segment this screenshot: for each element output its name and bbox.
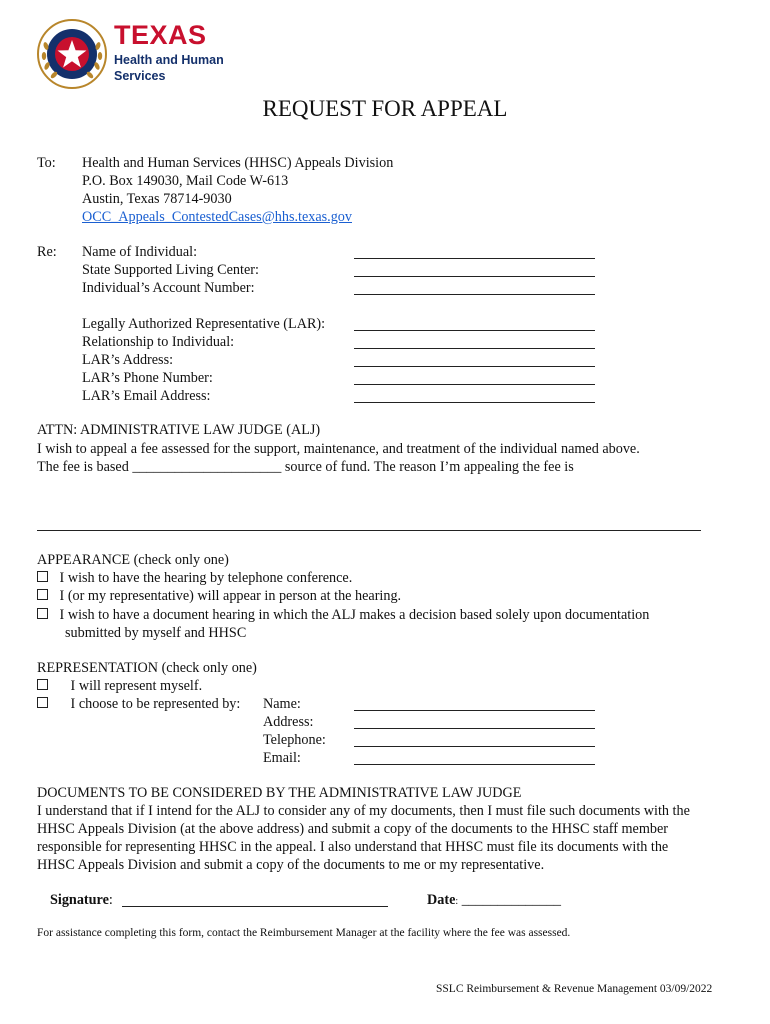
texas-seal-icon xyxy=(36,18,108,90)
signature-row xyxy=(50,892,113,909)
rep-name-field[interactable] xyxy=(354,710,595,711)
appearance-checkbox[interactable] xyxy=(37,608,48,619)
date-label: Date xyxy=(427,892,456,908)
option-label: I wish to have the hearing by telephone conference. xyxy=(59,570,353,586)
field-label: State Supported Living Center: xyxy=(82,262,259,278)
representation-heading: REPRESENTATION (check only one) xyxy=(37,660,257,676)
field-label: LAR’s Address: xyxy=(82,352,174,368)
logo-line2: Services xyxy=(114,69,166,83)
to-label: To: xyxy=(37,155,56,171)
option-label: I choose to be represented by: xyxy=(70,696,241,712)
field-label: LAR’s Email Address: xyxy=(82,388,211,404)
attn-text: source of fund. The reason I’m appealing the fee is xyxy=(284,459,574,475)
documents-text: responsible for representing HHSC in the appeal. I also understand that HHSC must file its documents with the xyxy=(37,839,669,855)
option-label-continued: submitted by myself and HHSC xyxy=(65,625,247,641)
lar-field[interactable] xyxy=(354,330,595,331)
lar-phone-field[interactable] xyxy=(354,384,595,385)
appearance-heading: APPEARANCE (check only one) xyxy=(37,552,229,568)
documents-text: HHSC Appeals Division (at the above address) and submit a copy of the documents to the HHSC staff member xyxy=(37,821,668,837)
representation-checkbox[interactable] xyxy=(37,697,48,708)
attn-text: I wish to appeal a fee assessed for the support, maintenance, and treatment of the individual named above. xyxy=(37,441,640,457)
appearance-checkbox[interactable] xyxy=(37,571,48,582)
logo-line1: Health and Human xyxy=(114,53,224,67)
rep-field-label: Name: xyxy=(263,696,301,712)
page-title: REQUEST FOR APPEAL xyxy=(262,96,508,121)
documents-heading: DOCUMENTS TO BE CONSIDERED BY THE ADMINISTRATIVE LAW JUDGE xyxy=(37,785,522,801)
signature-label: Signature xyxy=(50,892,109,908)
living-center-field[interactable] xyxy=(354,276,595,277)
date-row xyxy=(427,892,561,909)
date-field[interactable]: ______________ xyxy=(461,892,562,908)
representation-option xyxy=(37,696,240,713)
option-label: I (or my representative) will appear in person at the hearing. xyxy=(59,588,402,604)
to-address-line: Austin, Texas 78714-9030 xyxy=(82,191,232,207)
appearance-option xyxy=(37,588,401,605)
lar-address-field[interactable] xyxy=(354,366,595,367)
fund-source-field[interactable]: _____________________ xyxy=(132,459,282,475)
appearance-option xyxy=(37,607,649,624)
to-address-line: Health and Human Services (HHSC) Appeals Division xyxy=(82,155,394,171)
rep-email-field[interactable] xyxy=(354,764,595,765)
attn-heading: ATTN: ADMINISTRATIVE LAW JUDGE (ALJ) xyxy=(37,422,321,438)
re-label: Re: xyxy=(37,244,57,260)
signature-field[interactable] xyxy=(122,906,388,907)
field-label: Name of Individual: xyxy=(82,244,198,260)
appearance-option xyxy=(37,570,352,587)
assistance-note: For assistance completing this form, contact the Reimbursement Manager at the facility where the fee was assessed. xyxy=(37,927,571,939)
option-label: I will represent myself. xyxy=(70,678,203,694)
option-label: I wish to have a document hearing in which the ALJ makes a decision based solely upon documentation xyxy=(59,607,650,623)
documents-text: HHSC Appeals Division and submit a copy of the documents to me or my representative. xyxy=(37,857,545,873)
field-label: Legally Authorized Representative (LAR): xyxy=(82,316,326,332)
rep-telephone-field[interactable] xyxy=(354,746,595,747)
rep-field-label: Address: xyxy=(263,714,314,730)
rep-address-field[interactable] xyxy=(354,728,595,729)
field-label: Relationship to Individual: xyxy=(82,334,235,350)
account-number-field[interactable] xyxy=(354,294,595,295)
representation-checkbox[interactable] xyxy=(37,679,48,690)
appeals-email-link[interactable]: OCC_Appeals_ContestedCases@hhs.texas.gov xyxy=(82,209,352,225)
attn-text: The fee is based xyxy=(37,459,129,475)
attn-text-line2 xyxy=(37,459,574,476)
logo-word: TEXAS xyxy=(114,20,207,50)
appeal-reason-field[interactable] xyxy=(37,530,701,531)
footer-text: SSLC Reimbursement & Revenue Management 03/09/2022 xyxy=(436,983,713,995)
rep-field-label: Telephone: xyxy=(263,732,326,748)
representation-option xyxy=(37,678,202,695)
to-address-line: P.O. Box 149030, Mail Code W-613 xyxy=(82,173,289,189)
field-label: LAR’s Phone Number: xyxy=(82,370,213,386)
individual-name-field[interactable] xyxy=(354,258,595,259)
date-colon: : xyxy=(455,896,459,907)
relationship-field[interactable] xyxy=(354,348,595,349)
appearance-checkbox[interactable] xyxy=(37,589,48,600)
documents-text: I understand that if I intend for the ALJ to consider any of my documents, then I must file such documents with the xyxy=(37,803,690,819)
rep-field-label: Email: xyxy=(263,750,301,766)
field-label: Individual’s Account Number: xyxy=(82,280,255,296)
texas-hhs-logo xyxy=(36,16,236,92)
signature-colon: : xyxy=(108,892,113,908)
lar-email-field[interactable] xyxy=(354,402,595,403)
